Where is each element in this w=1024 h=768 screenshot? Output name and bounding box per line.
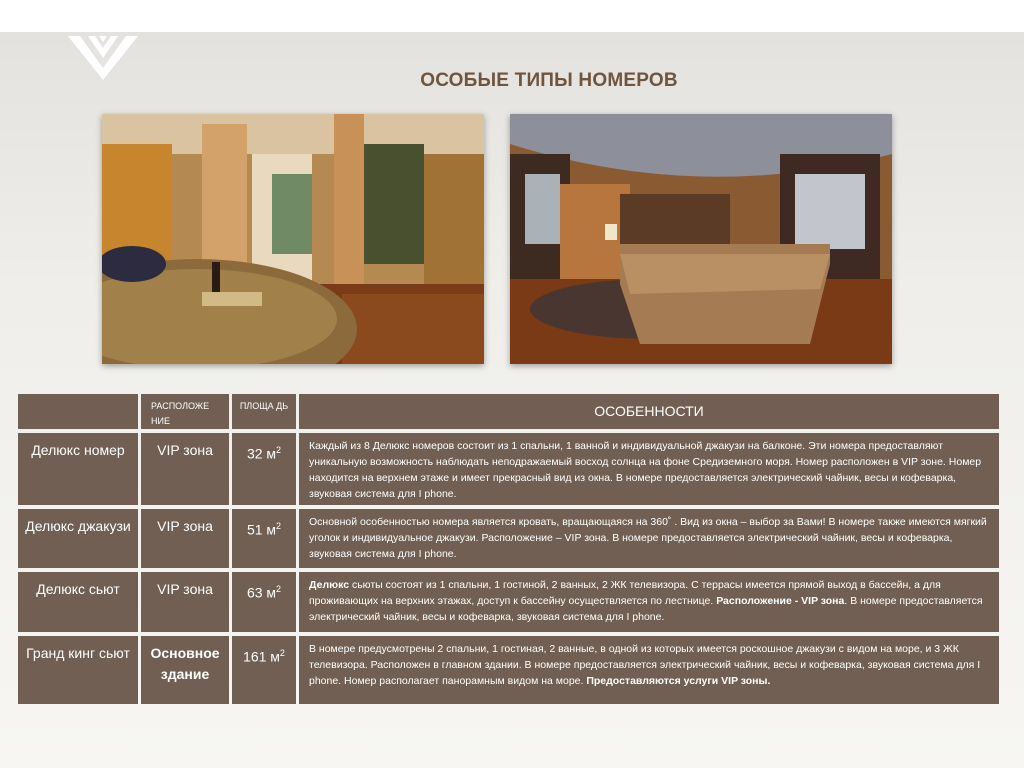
area-value: 32 м: [246, 445, 277, 462]
description-text: Делюкс: [309, 579, 350, 591]
table-cell-room: Делюкс номер: [18, 433, 138, 505]
table-cell-room: Делюкс сьют: [18, 572, 138, 632]
table-header-features: ОСОБЕННОСТИ: [299, 394, 999, 429]
page-title: ОСОБЫЕ ТИПЫ НОМЕРОВ: [420, 70, 678, 91]
description-text: В номере предусмотрены 2 спальни, 1 гостиная, 2 ванные, в одной из которых имеется роскошное джакузи с видом на море, и 3 ЖК телевизора. Расположен в главном здании. В номере предоставляется электрический чайник, весы и кофеварка, звуковая система для I phone. Номер располагает панорамным видом на море.: [309, 643, 981, 687]
description-text: Каждый из 8 Делюкс номеров состоит из 1 спальни, 1 ванной и индивидуальной джакузи на балконе. Эти номера предоставляют уникальную возможность наблюдать неподражаемый восход солнца на фоне Средиземного моря. Номер расположен в VIP зоне. Номер находится на верхнем этаже и имеет прекрасный вид из окна. В номере предоставляется электрический чайник, весы и кофеварка, звуковая система для I phone.: [309, 440, 982, 500]
table-cell-room: Делюкс джакузи: [18, 509, 138, 568]
table-header-area: ПЛОЩА ДЬ: [232, 394, 296, 429]
area-value: 51 м: [246, 521, 277, 538]
table-cell-area: [232, 433, 296, 505]
area-unit-superscript: 2: [276, 584, 282, 594]
description-text: Основной особенностью номера является кровать, вращающаяся на 360˚ . Вид из окна – выбор за Вами! В номере также имеются мягкий уголок и индивидуальное джакузи. Расположение – VIP зона. В номере предоставляется электрический чайник, весы и кофеварка, звуковая система для I phone.: [309, 516, 987, 560]
area-unit-superscript: 2: [276, 521, 282, 531]
table-cell-location: VIP зона: [141, 572, 229, 632]
table-cell-description: [299, 509, 999, 568]
table-cell-location: Основное здание: [141, 636, 229, 704]
description-text: сьюты состоят из 1 спальни, 1 гостиной, 2 ванных, 2 ЖК телевизора. С террасы имеется прямой выход в бассейн, а для проживающих на верхних этажах, доступ к бассейну осуществляется по лестнице.: [309, 579, 941, 607]
table-cell-area: [232, 509, 296, 568]
area-unit-superscript: 2: [279, 648, 285, 658]
table-cell-location: VIP зона: [141, 509, 229, 568]
area-value: 63 м: [246, 584, 277, 601]
room-photo-bedroom: [510, 114, 892, 364]
table-cell-area: [232, 572, 296, 632]
table-cell-location: VIP зона: [141, 433, 229, 505]
table-header-location: РАСПОЛОЖЕ НИЕ: [141, 394, 229, 429]
description-text: Предоставляются услуги VIP зоны.: [586, 675, 771, 687]
table-cell-description: [299, 636, 999, 704]
table-cell-room: Гранд кинг сьют: [18, 636, 138, 704]
description-text: . В номере предоставляется электрический чайник, весы и кофеварка, звуковая система для I phone.: [309, 595, 983, 623]
table-cell-area: [232, 636, 296, 704]
table-cell-description: [299, 433, 999, 505]
table-cell-description: [299, 572, 999, 632]
area-value: 161 м: [243, 648, 280, 665]
table-header-room: [18, 394, 138, 429]
room-photo-deluxe: [102, 114, 484, 364]
area-unit-superscript: 2: [276, 445, 282, 455]
description-text: Расположение - VIP зона: [716, 595, 845, 607]
